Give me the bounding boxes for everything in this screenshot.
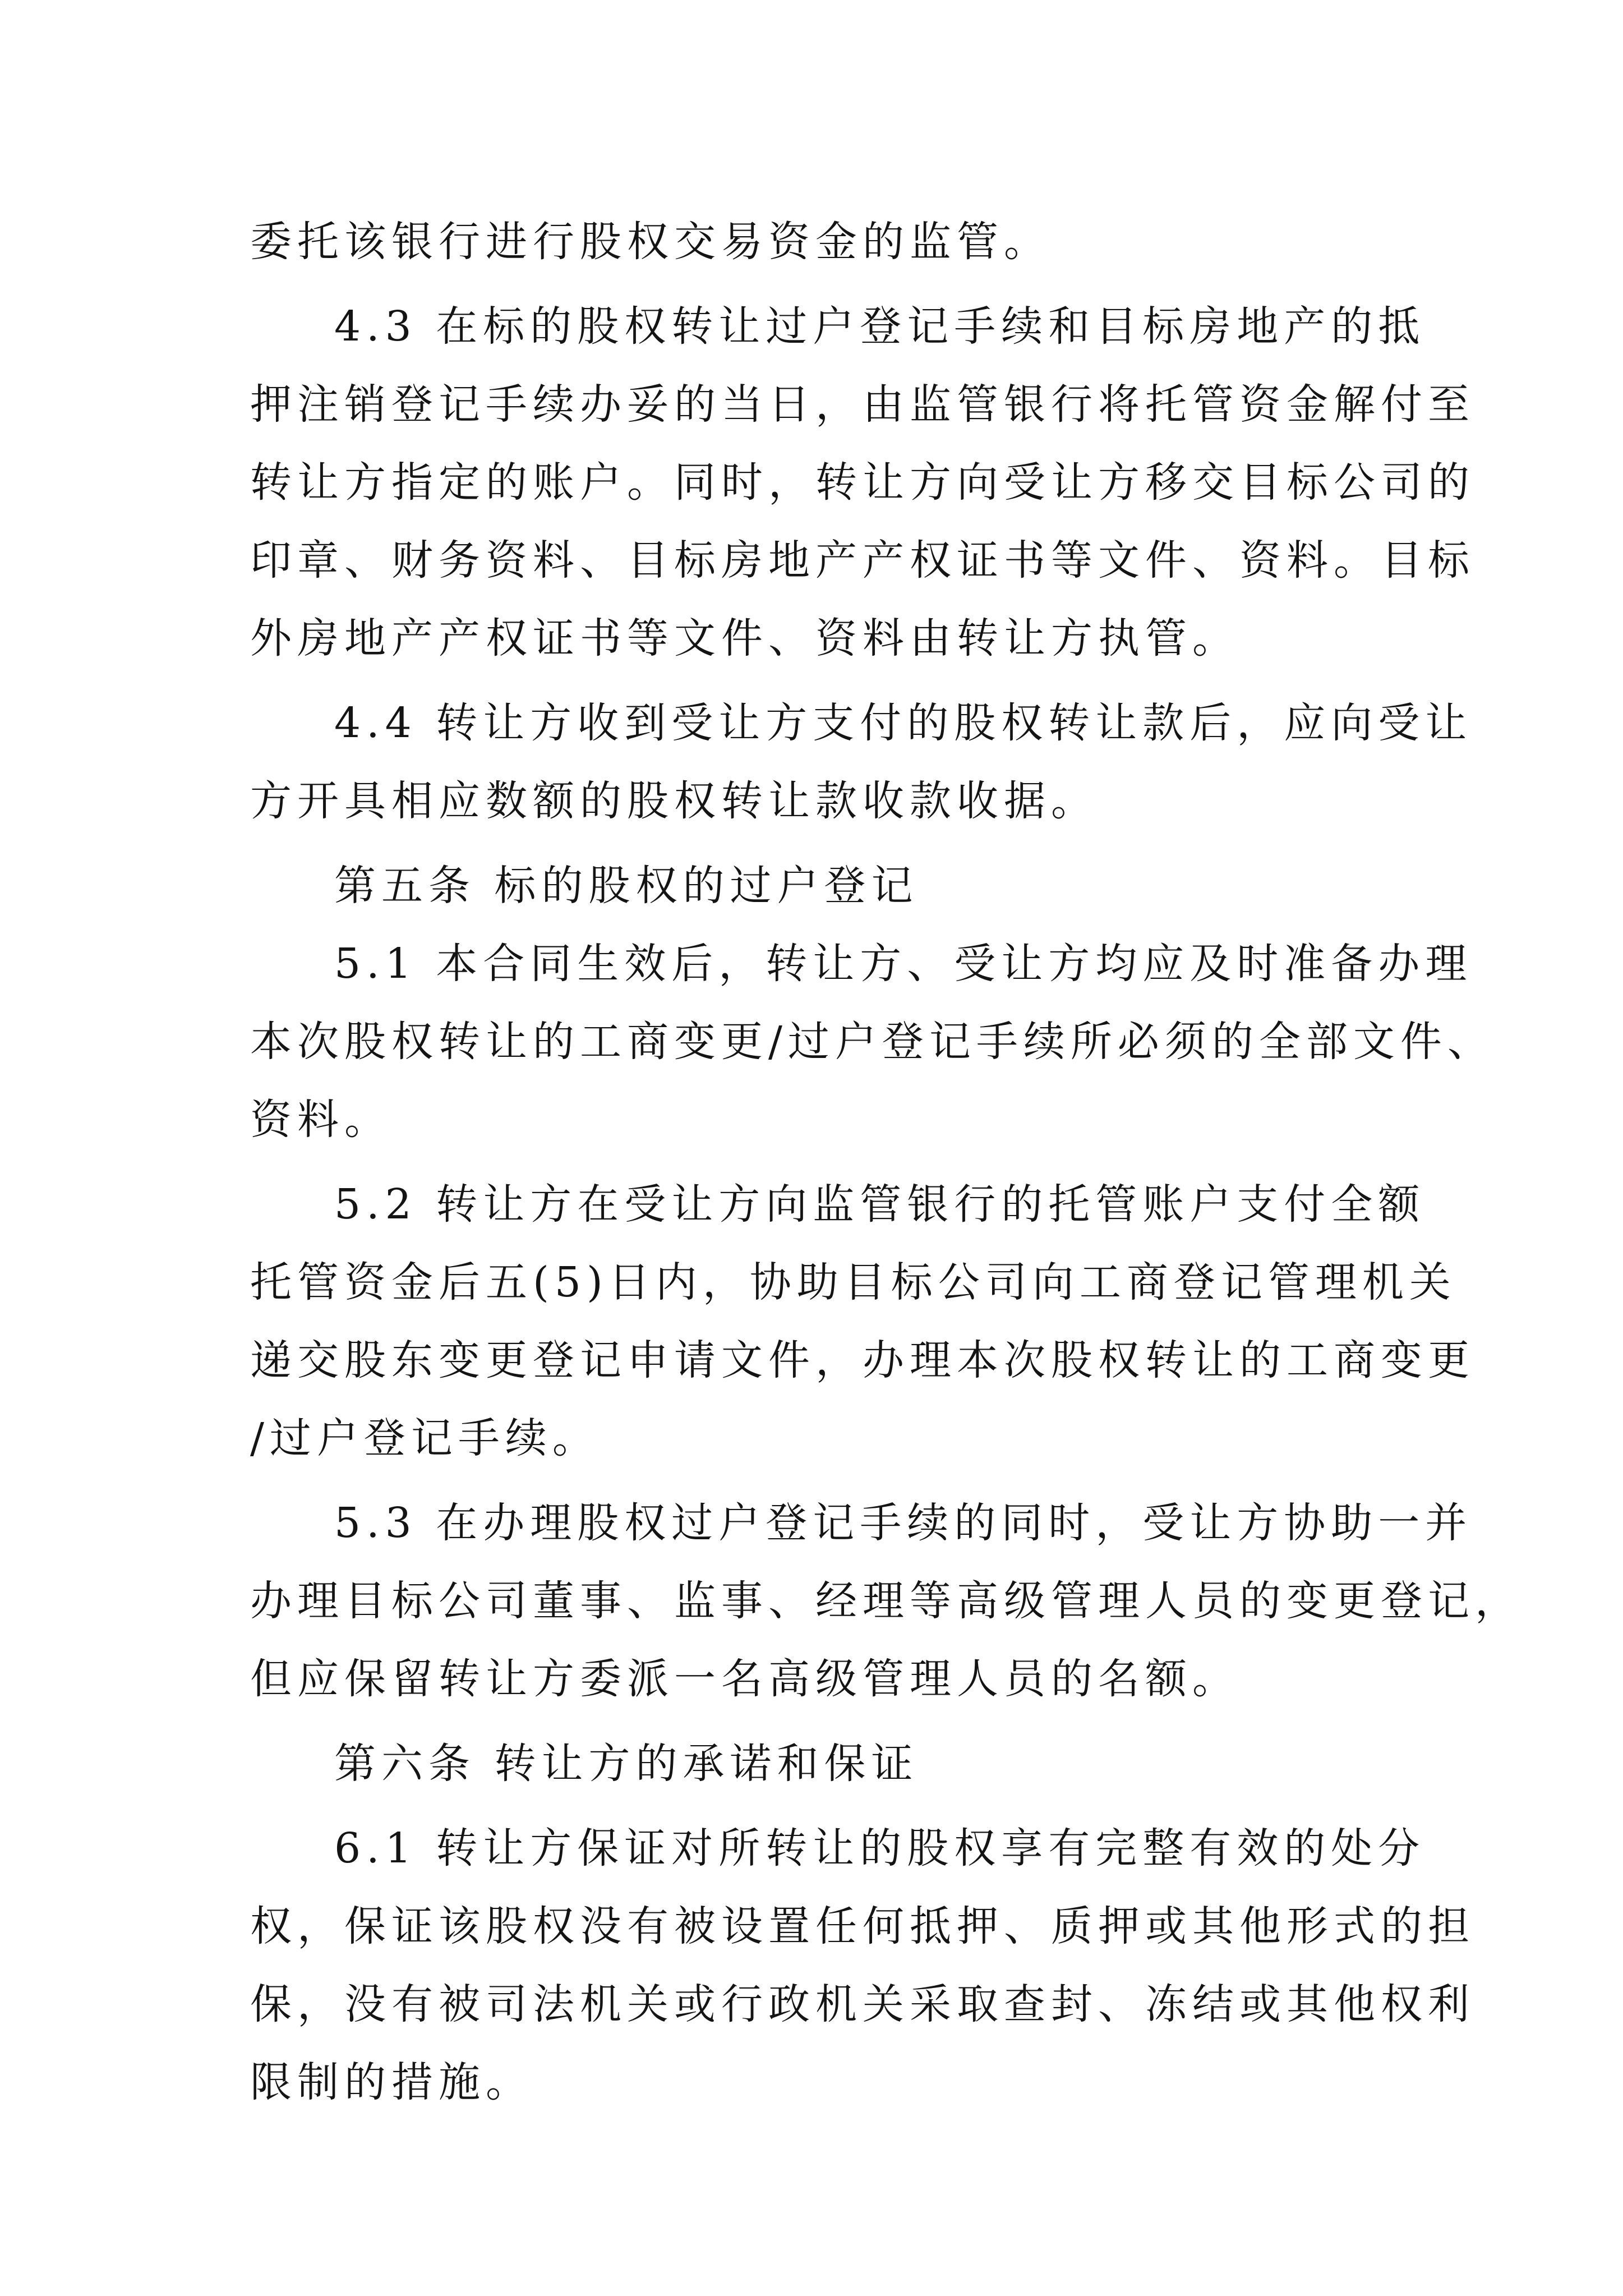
paragraph-4-4-line: 4.4 转让方收到受让方支付的股权转让款后，应向受让	[334, 699, 1473, 747]
text-line: 外房地产产权证书等文件、资料由转让方执管。	[250, 614, 1239, 662]
text-line: 转让方指定的账户。同时，转让方向受让方移交目标公司的	[250, 458, 1475, 507]
article-5-heading: 第五条 标的股权的过户登记	[334, 862, 919, 910]
text-line: /过户登记手续。	[250, 1414, 600, 1462]
text-line: 递交股东变更登记申请文件，办理本次股权转让的工商变更	[250, 1336, 1475, 1384]
text-line: 方开具相应数额的股权转让款收款收据。	[250, 777, 1098, 825]
paragraph-4-3-line: 4.3 在标的股权转让过户登记手续和目标房地产的抵	[334, 302, 1426, 351]
text-line: 权，保证该股权没有被设置任何抵押、质押或其他形式的担	[250, 1902, 1475, 1950]
text-line: 保，没有被司法机关或行政机关采取查封、冻结或其他权利	[250, 1980, 1475, 2028]
text-line: 印章、财务资料、目标房地产产权证书等文件、资料。目标	[250, 536, 1475, 585]
text-line: 但应保留转让方委派一名高级管理人员的名额。	[250, 1655, 1239, 1703]
text-line: 委托该银行进行股权交易资金的监管。	[250, 218, 1051, 266]
text-line: 办理目标公司董事、监事、经理等高级管理人员的变更登记，	[250, 1577, 1522, 1625]
text-line: 限制的措施。	[250, 2058, 533, 2106]
paragraph-5-2-line: 5.2 转让方在受让方向监管银行的托管账户支付全额	[334, 1180, 1426, 1228]
paragraph-6-1-line: 6.1 转让方保证对所转让的股权享有完整有效的处分	[334, 1824, 1426, 1872]
paragraph-5-3-line: 5.3 在办理股权过户登记手续的同时，受让方协助一并	[334, 1499, 1473, 1547]
text-line: 托管资金后五(5)日内，协助目标公司向工商登记管理机关	[250, 1258, 1456, 1306]
paragraph-5-1-line: 5.1 本合同生效后，转让方、受让方均应及时准备办理	[334, 940, 1473, 988]
text-line: 本次股权转让的工商变更/过户登记手续所必须的全部文件、	[250, 1018, 1495, 1066]
article-6-heading: 第六条 转让方的承诺和保证	[334, 1740, 919, 1788]
document-body	[250, 203, 1522, 2122]
text-line: 资料。	[250, 1096, 391, 1144]
text-line: 押注销登记手续办妥的当日，由监管银行将托管资金解付至	[250, 380, 1475, 429]
